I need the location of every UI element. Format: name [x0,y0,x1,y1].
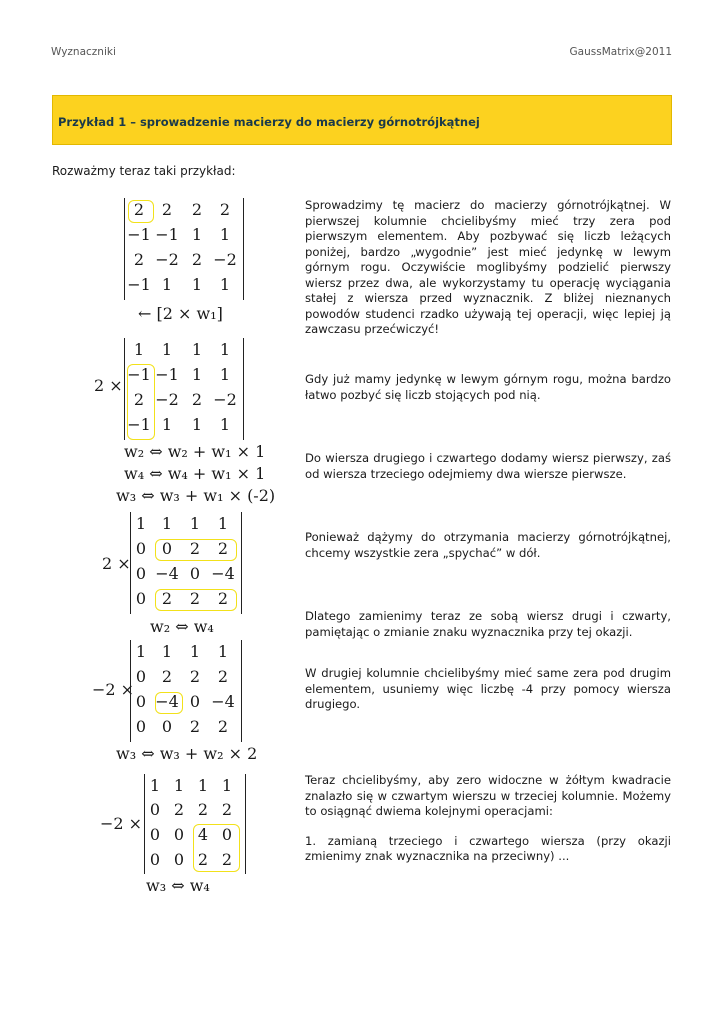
matrix-cell: 2 [221,850,233,869]
matrix-cell: 1 [161,514,173,533]
paragraph-2: Gdy już mamy jedynkę w lewym górnym rogu, można bardzo łatwo pozbyć się liczb stojących pod nią. [305,372,671,402]
matrix-cell: 1 [219,415,231,434]
matrix-cell: −1 [127,415,151,434]
matrix-cell: −4 [155,564,179,583]
matrix-cell: 2 [133,390,145,409]
matrix-cell: 2 [217,717,229,736]
matrix-cell: 0 [135,667,147,686]
matrix-cell: 2 [161,589,173,608]
matrix-cell: 0 [135,539,147,558]
matrix-cell: 4 [197,825,209,844]
matrix-cell: 0 [173,825,185,844]
matrix-cell: −4 [211,692,235,711]
matrix-cell: 2 [189,667,201,686]
paragraph-1: Sprowadzimy tę macierz do macierzy górnotrójkątnej. W pierwszej kolumnie chcielibyśmy mieć trzy zera pod pierwszym elementem. Aby pozbywać się liczb leżących poniżej, bardzo „wygodnie” jest mieć jedynkę w lewym górnym rogu. Oczywiście moglibyśmy podzielić pierwszy wiersz przez dwa, ale wykorzystamy tu operację wyciągania stałej z wiersza przed wyznacznik. Z bliżej nieznanych powodów studenci rzadko używają tej operacji, więc lepiej ją zawczasu przećwiczyć! [305,198,671,336]
row-operation: w₃ ⇔ w₃ + w₁ × (-2) [116,486,276,505]
matrix-cell: 1 [219,225,231,244]
paragraph-3: Do wiersza drugiego i czwartego dodamy wiersz pierwszy, zaś od wiersza trzeciego odejmiemy dwa wiersze pierwsze. [305,451,671,481]
paragraph-6: W drugiej kolumnie chcielibyśmy mieć same zera pod drugim elementem, usuniemy więc liczbę -4 przy pomocy wiersza drugiego. [305,666,671,711]
example-banner [52,95,672,145]
matrix-cell: −1 [127,275,151,294]
header-right: GaussMatrix@2011 [569,46,672,58]
matrix-cell: 2 [221,800,233,819]
matrix-4 [130,640,242,742]
matrix-cell: 1 [191,275,203,294]
matrix-cell: −2 [213,250,237,269]
matrix-1 [124,198,244,300]
row-operation: w₂ ⇔ w₂ + w₁ × 1 [124,442,266,461]
matrix-cell: −1 [127,365,151,384]
paragraph-8: 1. zamianą trzeciego i czwartego wiersza (przy okazji zmienimy znak wyznacznika na przeciwny) ... [305,833,671,863]
matrix-cell: 1 [219,340,231,359]
matrix-cell: 1 [191,415,203,434]
matrix-cell: 1 [221,776,233,795]
matrix-cell: 1 [191,225,203,244]
matrix-cell: 2 [217,667,229,686]
highlight-box [155,692,183,714]
matrix-cell: 0 [135,564,147,583]
matrix-cell: 2 [219,200,231,219]
paragraph-5: Dlatego zamienimy teraz ze sobą wiersz drugi i czwarty, pamiętając o zmianie znaku wyznacznika przy tej okazji. [305,609,671,639]
matrix-cell: 1 [149,776,161,795]
matrix-cell: −1 [127,225,151,244]
matrix-cell: 0 [149,850,161,869]
matrix-cell: −1 [155,365,179,384]
matrix-cell: 2 [173,800,185,819]
matrix-cell: 0 [161,539,173,558]
row-operation: ← [2 × w₁] [138,304,223,323]
matrix-cell: 1 [135,642,147,661]
matrix-cell: 1 [219,275,231,294]
matrix-cell: 2 [133,200,145,219]
example-title: Przykład 1 – sprowadzenie macierzy do macierzy górnotrójkątnej [58,115,480,129]
matrix-cell: 1 [189,642,201,661]
matrix-cell: 1 [189,514,201,533]
matrix-2 [124,338,244,440]
matrix-cell: 1 [173,776,185,795]
matrix-cell: −4 [155,692,179,711]
matrix-prefix: −2 × [100,814,143,833]
matrix-cell: 1 [133,340,145,359]
matrix-cell: 1 [217,642,229,661]
matrix-cell: 1 [161,642,173,661]
row-operation: w₂ ⇔ w₄ [150,617,214,636]
matrix-cell: −1 [155,225,179,244]
matrix-cell: 0 [135,589,147,608]
matrix-cell: 0 [149,800,161,819]
matrix-cell: 2 [217,539,229,558]
highlight-box [193,824,240,872]
highlight-box [128,200,154,223]
matrix-cell: 2 [189,589,201,608]
matrix-cell: 2 [197,850,209,869]
matrix-cell: −2 [155,390,179,409]
matrix-cell: 2 [197,800,209,819]
matrix-cell: 0 [173,850,185,869]
matrix-cell: 2 [133,250,145,269]
matrix-cell: 2 [217,589,229,608]
matrix-cell: 0 [189,564,201,583]
matrix-5 [144,774,246,874]
matrix-3 [130,512,242,614]
matrix-prefix: 2 × [94,376,123,395]
matrix-cell: 2 [191,200,203,219]
matrix-cell: 2 [189,539,201,558]
matrix-cell: 0 [221,825,233,844]
matrix-cell: 1 [197,776,209,795]
highlight-box [155,539,237,561]
paragraph-4: Ponieważ dążymy do otrzymania macierzy górnotrójkątnej, chcemy wszystkie zera „spychać” w dół. [305,530,671,560]
matrix-prefix: −2 × [92,680,135,699]
matrix-cell: 0 [149,825,161,844]
matrix-cell: 1 [219,365,231,384]
header-left: Wyznaczniki [51,46,116,58]
matrix-cell: −2 [213,390,237,409]
matrix-cell: 1 [217,514,229,533]
matrix-cell: 2 [191,390,203,409]
highlight-box [155,589,237,611]
matrix-cell: 2 [189,717,201,736]
matrix-cell: 2 [161,200,173,219]
intro-text: Rozważmy teraz taki przykład: [52,164,236,178]
matrix-cell: 2 [191,250,203,269]
matrix-cell: 1 [161,275,173,294]
highlight-box [127,364,155,440]
row-operation: w₃ ⇔ w₃ + w₂ × 2 [116,744,258,763]
paragraph-7: Teraz chcielibyśmy, aby zero widoczne w żółtym kwadracie znalazło się w czwartym wierszu w trzeciej kolumnie. Możemy to osiągnąć dwiema kolejnymi operacjami: 1. zamianą trzeciego i czwartego wiersza (przy okazji zmienimy znak wyznacznika na przeciwny) ... [305,773,671,863]
matrix-cell: 0 [189,692,201,711]
matrix-cell: 2 [161,667,173,686]
matrix-cell: 1 [161,415,173,434]
matrix-cell: 1 [135,514,147,533]
row-operation: w₄ ⇔ w₄ + w₁ × 1 [124,464,266,483]
matrix-cell: 1 [161,340,173,359]
matrix-cell: −4 [211,564,235,583]
matrix-cell: 1 [191,340,203,359]
matrix-cell: 0 [161,717,173,736]
matrix-prefix: 2 × [102,554,131,573]
matrix-cell: 0 [135,692,147,711]
matrix-cell: 0 [135,717,147,736]
matrix-cell: 1 [191,365,203,384]
matrix-cell: −2 [155,250,179,269]
row-operation: w₃ ⇔ w₄ [146,876,210,895]
